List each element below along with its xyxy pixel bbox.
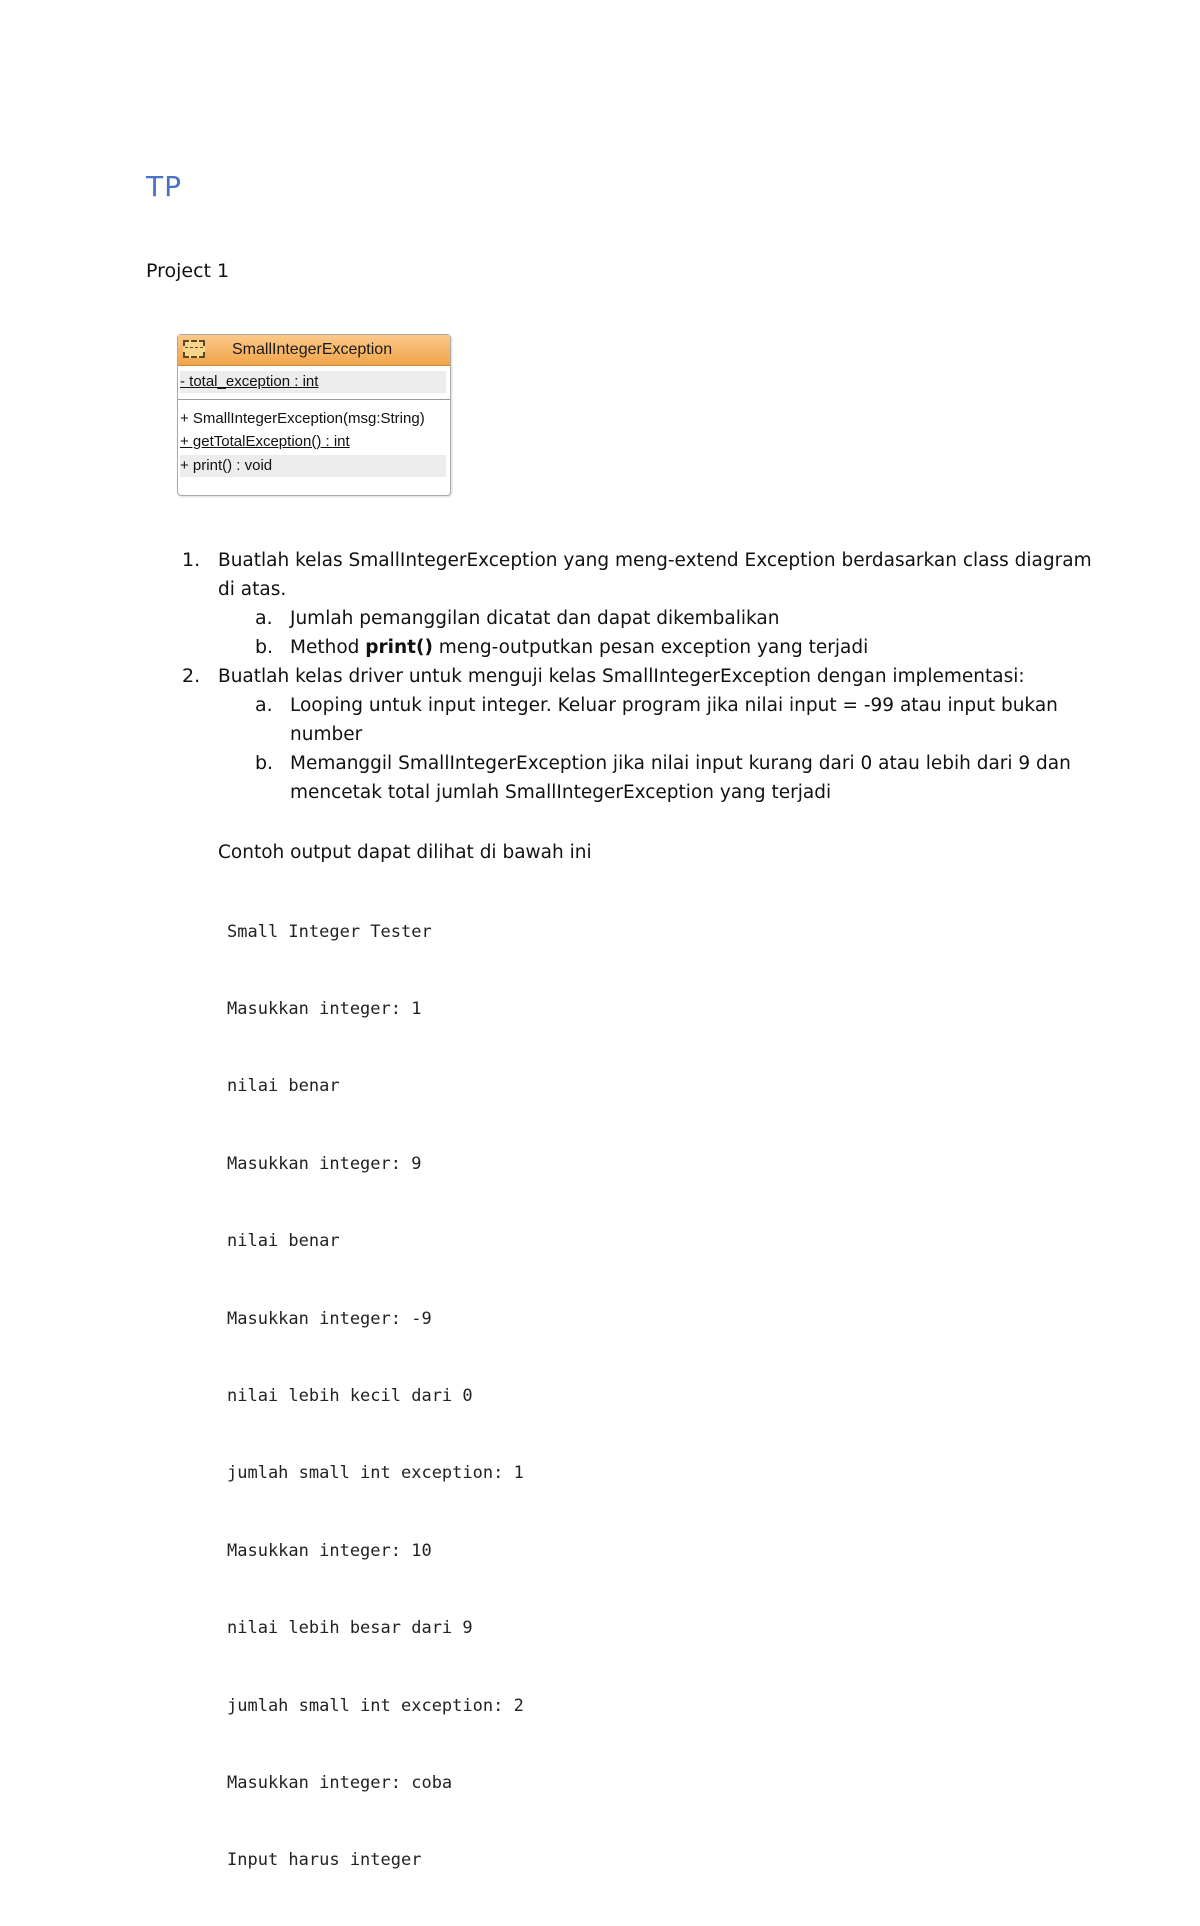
console-line: nilai lebih kecil dari 0 — [227, 1385, 473, 1406]
console-line: jumlah small int exception: 1 — [227, 1463, 524, 1484]
class-icon — [183, 340, 205, 358]
console-line: Small Integer Tester — [227, 921, 432, 942]
console-line: Masukkan integer: 10 — [227, 1540, 432, 1561]
uml-attributes-section — [178, 366, 450, 400]
item2-text-line1: Buatlah kelas driver untuk menguji kelas SmallIntegerException dengan implementasi: — [218, 666, 1025, 687]
uml-class-header — [178, 335, 450, 366]
console-line: Masukkan integer: 1 — [227, 998, 422, 1019]
list-letter-1b: b. — [255, 636, 274, 658]
item2a-text-line1: Looping untuk input integer. Keluar program jika nilai input = -99 atau input bukan — [290, 695, 1058, 716]
item1-text-line1: Buatlah kelas SmallIntegerException yang meng-extend Exception berdasarkan class diagram — [218, 550, 1092, 571]
list-letter-2a: a. — [255, 694, 273, 716]
example-label: Contoh output dapat dilihat di bawah ini — [218, 842, 592, 863]
item1a-text: Jumlah pemanggilan dicatat dan dapat dikembalikan — [290, 608, 780, 629]
project-title: Project 1 — [146, 260, 230, 282]
console-output — [227, 868, 524, 1926]
uml-attribute: - total_exception : int — [180, 371, 446, 393]
console-line: nilai benar — [227, 1076, 340, 1097]
list-letter-2b: b. — [255, 752, 274, 774]
uml-method-get-total: + getTotalException() : int — [180, 433, 350, 450]
uml-class-diagram — [177, 334, 451, 496]
uml-method-print: + print() : void — [180, 455, 446, 477]
list-letter-1a: a. — [255, 607, 273, 629]
console-line: jumlah small int exception: 2 — [227, 1695, 524, 1716]
item1b-text-after: meng-outputkan pesan exception yang terjadi — [432, 637, 869, 658]
console-line: Masukkan integer: coba — [227, 1772, 453, 1793]
console-line: Masukkan integer: 9 — [227, 1153, 422, 1174]
console-line: nilai benar — [227, 1231, 340, 1252]
item1b-text — [290, 633, 868, 662]
item2b-text-line2: mencetak total jumlah SmallIntegerException yang terjadi — [290, 782, 832, 803]
item1-text-line2: di atas. — [218, 579, 287, 600]
console-line: Masukkan integer: -9 — [227, 1308, 432, 1329]
uml-class-name: SmallIntegerException — [232, 341, 393, 358]
item2a-text-line2: number — [290, 724, 363, 745]
item2b-text-line1: Memanggil SmallIntegerException jika nilai input kurang dari 0 atau lebih dari 9 dan — [290, 753, 1071, 774]
item1b-text-before: Method — [290, 637, 366, 658]
console-line: nilai lebih besar dari 9 — [227, 1618, 473, 1639]
uml-method-constructor: + SmallIntegerException(msg:String) — [180, 410, 425, 427]
console-line: Input harus integer — [227, 1850, 422, 1871]
item1b-bold-method: print() — [365, 637, 433, 658]
page-heading: TP — [146, 170, 182, 203]
list-number-2: 2. — [182, 665, 201, 687]
list-number-1: 1. — [182, 549, 201, 571]
